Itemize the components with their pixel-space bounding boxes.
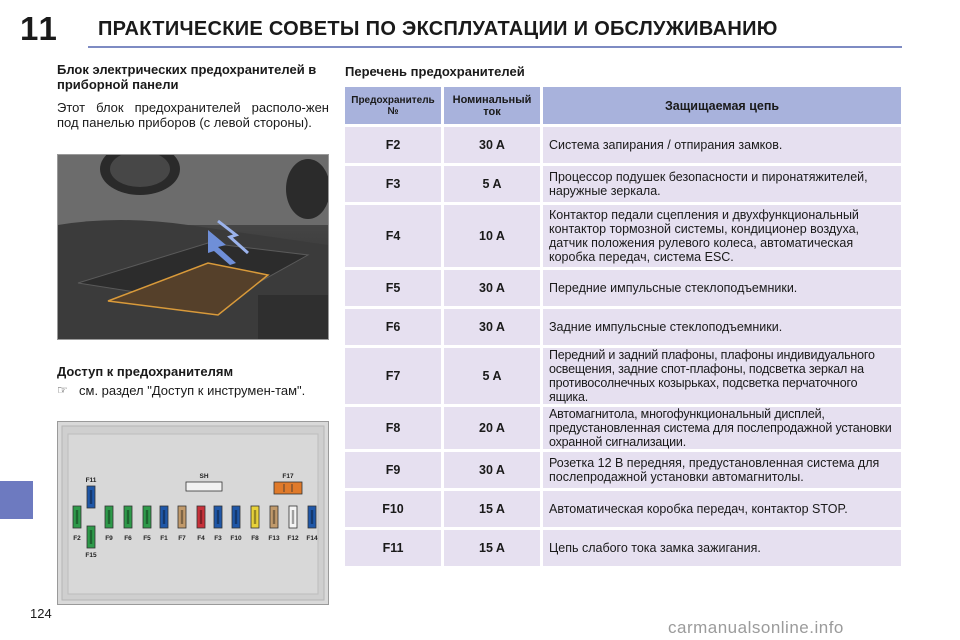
fuse-circuit: Процессор подушек безопасности и пиронатяжителей, наружные зеркала. <box>543 166 901 202</box>
intro-text: Этот блок предохранителей располо-жен под панелью приборов (с левой стороны). <box>57 100 329 130</box>
table-row <box>345 127 901 163</box>
fuse-rating: 30 A <box>444 309 540 345</box>
fuse-label: F12 <box>287 535 299 542</box>
header-rated-current: Номинальный ток <box>444 87 540 124</box>
table-row <box>345 205 901 267</box>
header-divider <box>88 46 902 48</box>
fuse-rating: 30 A <box>444 270 540 306</box>
table-row <box>345 270 901 306</box>
fuse-table-header <box>345 87 901 124</box>
fuse-number: F4 <box>345 205 441 267</box>
fuse-number: F10 <box>345 491 441 527</box>
table-row <box>345 530 901 566</box>
header-protected-circuit: Защищаемая цепь <box>543 87 901 124</box>
fuse-label: F8 <box>251 535 259 542</box>
fuse-circuit: Автоматическая коробка передач, контактор STOP. <box>543 491 901 527</box>
access-title: Доступ к предохранителям <box>57 364 234 379</box>
fuse-label: F5 <box>143 535 151 542</box>
fuse-rating: 10 A <box>444 205 540 267</box>
table-row <box>345 491 901 527</box>
fuse-element <box>181 510 183 524</box>
fusebox-diagram <box>57 421 329 605</box>
fuse-rating: 15 A <box>444 530 540 566</box>
fuse-element <box>292 510 294 524</box>
section-title: Блок электрических предохранителей в приборной панели <box>57 62 317 92</box>
fuse-rating: 5 A <box>444 166 540 202</box>
fuse-rating: 30 A <box>444 127 540 163</box>
fusebox-section <box>57 62 329 130</box>
fuse-circuit: Розетка 12 В передняя, предустановленная система для послепродажной установки автомагнитолы. <box>543 452 901 488</box>
fuse-label: SH <box>199 473 209 480</box>
dashboard-photo <box>57 154 329 340</box>
fuse-table <box>342 84 904 569</box>
table-row <box>345 166 901 202</box>
header-fuse-number: Предохранитель № <box>345 87 441 124</box>
fuse-element <box>311 510 313 524</box>
maxi-fuse-f17 <box>274 482 302 494</box>
table-row <box>345 348 901 404</box>
fuse-label: F6 <box>124 535 132 542</box>
fuse-label: F2 <box>73 535 81 542</box>
fuse-label: F3 <box>214 535 222 542</box>
access-text: см. раздел "Доступ к инструмен-там". <box>79 383 306 398</box>
fuse-number: F6 <box>345 309 441 345</box>
watermark: carmanualsonline.info <box>668 618 844 637</box>
chapter-side-tab <box>0 481 33 519</box>
fuse-circuit: Задние импульсные стеклоподъемники. <box>543 309 901 345</box>
fuse-element <box>163 510 165 524</box>
fuse-element <box>254 510 256 524</box>
fuse-rating: 5 A <box>444 348 540 404</box>
fuse-element <box>273 510 275 524</box>
table-row <box>345 452 901 488</box>
fuse-label: F13 <box>268 535 280 542</box>
fuse-circuit: Цепь слабого тока замка зажигания. <box>543 530 901 566</box>
access-bullet <box>57 383 329 398</box>
fuse-circuit: Передние импульсные стеклоподъемники. <box>543 270 901 306</box>
fuse-label: F7 <box>178 535 186 542</box>
fuse-label: F14 <box>306 535 318 542</box>
fuse-element <box>235 510 237 524</box>
fuse-rating: 15 A <box>444 491 540 527</box>
fuse-label: F9 <box>105 535 113 542</box>
fuse-element <box>90 530 92 544</box>
fuse-number: F8 <box>345 407 441 449</box>
fuse-element <box>217 510 219 524</box>
fuse-number: F11 <box>345 530 441 566</box>
access-section <box>57 364 329 398</box>
table-row <box>345 309 901 345</box>
fuse-number: F3 <box>345 166 441 202</box>
fuse-label: F17 <box>282 473 294 480</box>
fuse-label: F4 <box>197 535 205 542</box>
fuse-label: F15 <box>85 552 97 559</box>
dashboard-photo-illustration <box>58 155 328 339</box>
fuse-label: F11 <box>85 477 97 484</box>
fusebox-svg <box>58 422 328 604</box>
pointing-hand-icon: ☞ <box>57 383 68 397</box>
fuse-element <box>108 510 110 524</box>
fuse-element <box>76 510 78 524</box>
fuse-number: F5 <box>345 270 441 306</box>
fuse-number: F7 <box>345 348 441 404</box>
fuse-rating: 20 A <box>444 407 540 449</box>
fuse-label: F10 <box>230 535 242 542</box>
fuse-circuit: Передний и задний плафоны, плафоны индивидуального освещения, задние спот-плафоны, подсветка зеркал на противосолнечных козырьках, подсветка перчаточного ящика. <box>543 348 901 404</box>
fuse-number: F9 <box>345 452 441 488</box>
fuse-rating: 30 A <box>444 452 540 488</box>
chapter-number: 11 <box>20 10 59 47</box>
shunt-sh <box>186 482 222 491</box>
fuse-label: F1 <box>160 535 168 542</box>
page-number: 124 <box>30 606 52 621</box>
fuse-element <box>90 490 92 504</box>
fuse-list-title: Перечень предохранителей <box>345 64 525 79</box>
fuse-number: F2 <box>345 127 441 163</box>
fuse-element <box>127 510 129 524</box>
fuse-circuit: Контактор педали сцепления и двухфункциональный контактор тормозной системы, кондиционер воздуха, датчик положения рулевого колеса, автоматическая коробка передач, система ESC. <box>543 205 901 267</box>
table-row <box>345 407 901 449</box>
fuse-circuit: Система запирания / отпирания замков. <box>543 127 901 163</box>
fuse-element <box>146 510 148 524</box>
chapter-title: ПРАКТИЧЕСКИЕ СОВЕТЫ ПО ЭКСПЛУАТАЦИИ И ОБСЛУЖИВАНИЮ <box>98 18 778 40</box>
fuse-element <box>200 510 202 524</box>
fuse-circuit: Автомагнитола, многофункциональный дисплей, предустановленная система для послепродажной установки охранной сигнализации. <box>543 407 901 449</box>
